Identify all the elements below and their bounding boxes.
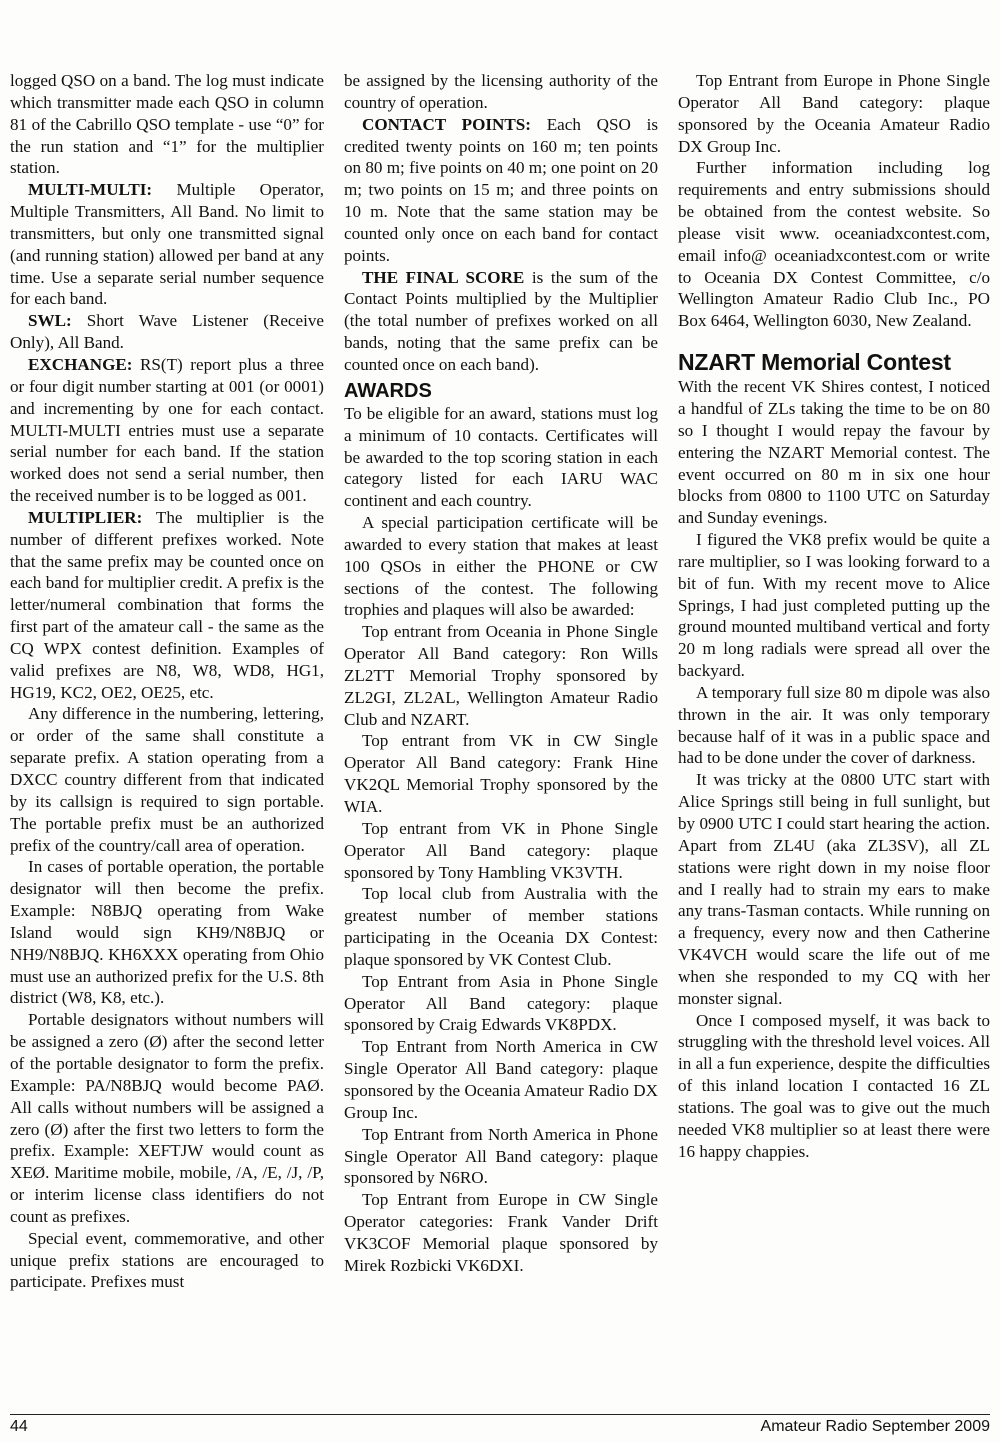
paragraph-final-score: [344, 267, 658, 376]
paragraph: be assigned by the licensing authority of the country of operation.: [344, 71, 658, 112]
term-exchange: EXCHANGE:: [28, 354, 133, 374]
paragraph: Top entrant from VK in Phone Single Operator All Band category: plaque sponsored by Tony Hambling VK3VTH.: [344, 818, 658, 882]
paragraph: Once I composed myself, it was back to struggling with the threshold level voices. All in all a fun experience, despite the difficulties of this inland location I contacted 16 ZL stations. The goal was to give out the much needed VK8 multiplier so at least there were 16 happy chappies.: [678, 1010, 991, 1161]
paragraph-contact-points: [344, 114, 658, 267]
paragraph: Top Entrant from North America in CW Single Operator All Band category: plaque sponsored by the Oceania Amateur Radio DX Group Inc.: [344, 1037, 658, 1122]
paragraph-swl: [10, 310, 324, 354]
paragraph: Portable designators without numbers will be assigned a zero (Ø) after the second letter of the portable designator to form the prefix. Example: PA/N8BJQ would become PAØ. All calls without numbers will be assigned a zero (Ø) after the first two letters to form the prefix. Example: XEFTJW would count as XEØ. Maritime mobile, mobile, /A, /E, /J, /P, or interim license class identifiers do not count as prefixes.: [10, 1010, 324, 1226]
paragraph: Top entrant from VK in CW Single Operator All Band category: Frank Hine VK2QL Memorial Trophy sponsored by the WIA.: [344, 731, 658, 816]
paragraph-text: Multiple Operator, Multiple Transmitters, All Band. No limit to transmitters, but only one transmitted signal (and running station) allowed per band at any time. Use a separate serial number sequence for each band.: [10, 180, 324, 309]
column-3: [678, 70, 990, 1163]
paragraph: I figured the VK8 prefix would be quite a rare multiplier, so I was looking forward to a bit of fun. With my recent move to Alice Springs, I had just completed putting up the ground mounted multiband vertical and forty 20 m long radials were spread all over the backyard.: [678, 530, 990, 681]
footer-rule: [10, 1414, 990, 1415]
paragraph: Any difference in the numbering, lettering, or order of the same shall constitute a separate prefix. A station operating from a DXCC country different from that indicated by its callsign is required to sign portable. The portable prefix must be an authorized prefix of the country/call area of operation.: [10, 704, 324, 855]
paragraph: Further information including log requirements and entry submissions should be obtained from the contest website. So please visit www. oceaniadxcontest.com, email info@ oceaniadxcontest.com or write to Oceania DX Contest Committee, c/o Wellington Amateur Radio Club Inc., PO Box 6464, Wellington 6030, New Zealand.: [678, 158, 990, 331]
term-contact-points: CONTACT POINTS:: [362, 114, 531, 134]
paragraph: Top Entrant from Europe in Phone Single Operator All Band category: plaque sponsored by the Oceania Amateur Radio DX Group Inc.: [678, 71, 990, 156]
paragraph: A temporary full size 80 m dipole was also thrown in the air. It was only temporary because half of it was in a public space and had to be done under the cover of darkness.: [678, 682, 990, 768]
nzart-memorial-contest-heading: NZART Memorial Contest: [678, 349, 951, 376]
paragraph: Top entrant from Oceania in Phone Single Operator All Band category: Ron Wills ZL2TT Memorial Trophy sponsored by ZL2GI, ZL2AL, Wellington Amateur Radio Club and NZART.: [344, 622, 658, 729]
column-2: [344, 70, 658, 1277]
paragraph-text: Each QSO is credited twenty points on 160 m; ten points on 80 m; five points on 40 m; one point on 20 m; two points on 15 m; and three points on 10 m. Note that the same station may be counted only once on each band for contact points.: [344, 114, 658, 265]
paragraph-text: The multiplier is the number of different prefixes worked. Note that the same prefix may be counted once on each band for multiplier credit. A prefix is the letter/numeral combination that forms the first part of the amateur call - the same as the CQ WPX contest definition. Examples of valid prefixes are N8, W8, WD8, HG1, HG19, KC2, OE2, OE25, etc.: [10, 507, 324, 702]
paragraph-text: is the sum of the Contact Points multiplied by the Multiplier (the total number of prefixes worked on all bands, noting that the same prefix can be counted once on each band).: [344, 267, 658, 374]
magazine-issue: Amateur Radio September 2009: [760, 1418, 990, 1435]
page-number: 44: [10, 1418, 28, 1435]
paragraph: It was tricky at the 0800 UTC start with Alice Springs still being in full sunlight, but by 0900 UTC I could start hearing the action. Apart from ZL4U (aka ZL3SV), all ZL stations were right down in my noise floor and I really had to strain my ears to make any trans-Tasman contacts. While running on a frequency, every now and then Catherine VK4VCH would scare the life out of me when she responded to my CQ with her monster signal.: [678, 770, 990, 1008]
paragraph: logged QSO on a band. The log must indicate which transmitter made each QSO in column 81 of the Cabrillo QSO template - use “0” for the run station and “1” for the multiplier station.: [10, 71, 324, 178]
column-1: [10, 70, 324, 1293]
term-multiplier: MULTIPLIER:: [28, 507, 143, 527]
term-final-score: THE FINAL SCORE: [362, 267, 525, 287]
term-multi-multi: MULTI-MULTI:: [28, 180, 153, 200]
paragraph-text: Short Wave Listener (Receive Only), All Band.: [10, 311, 324, 353]
paragraph-exchange: [10, 354, 324, 507]
paragraph-multiplier: [10, 507, 324, 704]
paragraph: To be eligible for an award, stations must log a minimum of 10 contacts. Certificates will be awarded to the top scoring station in each category listed for each IARU WAC continent and each country.: [344, 403, 658, 511]
paragraph: Top Entrant from Europe in CW Single Operator categories: Frank Vander Drift VK3COF Memorial plaque sponsored by Mirek Rozbicki VK6DXI.: [344, 1190, 658, 1275]
paragraph-multi-multi: [10, 179, 324, 310]
paragraph: Special event, commemorative, and other unique prefix stations are encouraged to participate. Prefixes must: [10, 1228, 324, 1292]
paragraph: Top local club from Australia with the greatest number of member stations participating in the Oceania DX Contest: plaque sponsored by VK Contest Club.: [344, 884, 658, 969]
paragraph: Top Entrant from North America in Phone Single Operator All Band category: plaque sponsored by N6RO.: [344, 1124, 658, 1188]
paragraph: Top Entrant from Asia in Phone Single Operator All Band category: plaque sponsored by Craig Edwards VK8PDX.: [344, 971, 658, 1035]
paragraph-text: RS(T) report plus a three or four digit number starting at 001 (or 0001) and incrementing by one for each contact. MULTI-MULTI entries must use a separate serial number for each band. If the station worked does not send a serial number, then the received number is to be logged as 001.: [10, 354, 324, 506]
paragraph: With the recent VK Shires contest, I noticed a handful of ZLs taking the time to be on 80 so I thought I would repay the favour by entering the NZART Memorial contest. The event occurred on 80 m in six one hour blocks from 0800 to 1100 UTC on Saturday and Sunday evenings.: [678, 377, 990, 528]
awards-heading: AWARDS: [344, 379, 432, 402]
term-swl: SWL:: [28, 311, 72, 331]
paragraph: A special participation certificate will be awarded to every station that makes at least 100 QSOs in either the PHONE or CW sections of the contest. The following trophies and plaques will also be awarded:: [344, 513, 658, 620]
paragraph: In cases of portable operation, the portable designator will then become the prefix. Example: N8BJQ operating from Wake Island would sign KH9/N8BJQ or NH9/N8BJQ. KH6XXX operating from Ohio must use an authorized prefix for the U.S. 8th district (W8, K8, etc.).: [10, 857, 324, 1008]
